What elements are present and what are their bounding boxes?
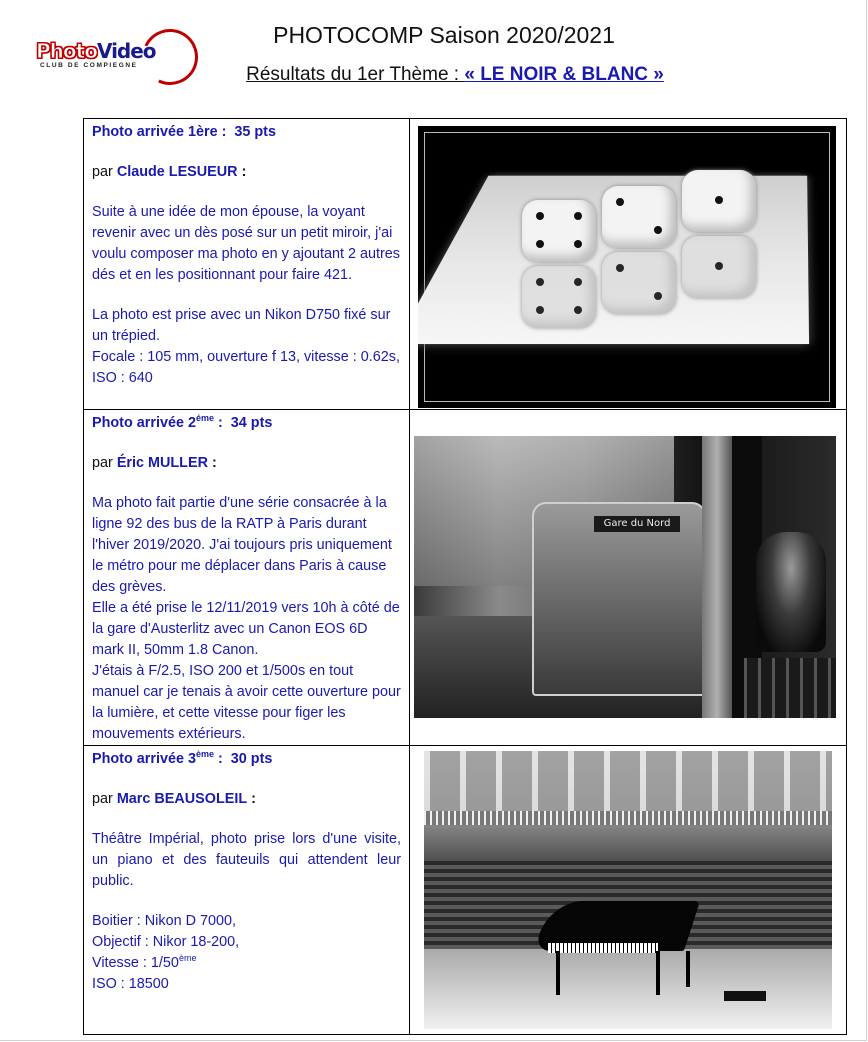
place-suffix: : — [214, 751, 223, 767]
entry-image-cell — [410, 746, 847, 1035]
balcony-rail — [424, 811, 832, 825]
points: 30 pts — [230, 751, 273, 767]
piano-leg — [556, 951, 560, 995]
bus-seats — [744, 658, 836, 718]
results-table — [83, 118, 847, 1035]
place-heading — [92, 413, 401, 434]
author-name: Éric MULLER — [116, 455, 208, 471]
piano-bench — [724, 991, 766, 1001]
points: 35 pts — [234, 124, 276, 140]
place-label: Photo arrivée 1ère : — [92, 124, 227, 140]
dice-photo — [418, 126, 836, 408]
entry-image-cell — [410, 410, 847, 746]
page-subtitle — [180, 64, 730, 86]
page-title: PHOTOCOMP Saison 2020/2021 — [273, 22, 615, 48]
spec-speed-superscript: ème — [178, 953, 197, 964]
logo-word-video: Video — [96, 39, 156, 63]
points: 34 pts — [230, 415, 273, 431]
passenger-silhouette — [756, 532, 826, 652]
table-row — [84, 746, 847, 1035]
piano-leg — [686, 951, 690, 987]
description-paragraph: J'étais à F/2.5, ISO 200 et 1/500s en tout manuel car je tenais à avoir cette ouverture pour la lumière, et cette vitesse pour figer les mouvements extérieurs. — [92, 663, 401, 742]
entry-image-cell — [410, 119, 847, 410]
die-reflection — [522, 266, 596, 328]
bus-photo — [414, 436, 836, 718]
by-label: par — [92, 455, 113, 471]
detail-line: La photo est prise avec un Nikon D750 fixé sur un trépied. — [92, 307, 391, 344]
bus-pole — [702, 436, 732, 718]
spec-line: Objectif : Nikor 18-200, — [92, 934, 240, 950]
entry-text-cell — [84, 746, 410, 1035]
spec-line: ISO : 18500 — [92, 976, 169, 992]
description-paragraph: Théâtre Impérial, photo prise lors d'une visite, un piano et des fauteuils qui attendent leur public. — [92, 831, 402, 889]
club-logo — [34, 27, 196, 83]
piano-leg — [656, 951, 660, 995]
entry-text-cell — [84, 119, 410, 410]
spec-line: Boitier : Nikon D 7000, — [92, 913, 236, 929]
spec-line — [92, 953, 401, 974]
place-heading — [92, 749, 401, 770]
place-label: Photo arrivée 3 — [92, 751, 196, 767]
logo-tagline: CLUB DE COMPIEGNE — [40, 62, 138, 69]
piano-keys — [548, 943, 658, 953]
stage-floor — [424, 949, 832, 1029]
die — [522, 200, 596, 262]
logo-wordmark — [36, 39, 156, 63]
author-line: par Éric MULLER : — [92, 455, 217, 471]
by-label: par — [92, 791, 113, 807]
author-line: par Claude LESUEUR : — [92, 164, 247, 180]
die — [682, 170, 756, 232]
theatre-photo — [424, 751, 832, 1029]
spec-speed: Vitesse : 1/50 — [92, 955, 179, 971]
theme-name: « LE NOIR & BLANC » — [464, 64, 664, 85]
place-label: Photo arrivée 2 — [92, 415, 196, 431]
place-suffix: : — [214, 415, 223, 431]
die — [602, 186, 676, 248]
author-name: Marc BEAUSOLEIL — [116, 791, 248, 807]
by-label: par — [92, 164, 113, 180]
place-superscript: éme — [195, 413, 214, 424]
author-line: par Marc BEAUSOLEIL : — [92, 791, 256, 807]
description-paragraph: Suite à une idée de mon épouse, la voyant revenir avec un dès posé sur un petit miroir, j'ai voulu composer ma photo en y ajoutant 2 autres dés et en les positionnant pour faire 421. — [92, 204, 400, 283]
die-reflection — [682, 236, 756, 298]
entry-text-cell — [84, 410, 410, 746]
table-row — [84, 119, 847, 410]
author-name: Claude LESUEUR — [116, 164, 238, 180]
logo-word-photo: Photo — [36, 39, 97, 63]
place-heading — [92, 122, 401, 143]
detail-line: Focale : 105 mm, ouverture f 13, vitesse : 0.62s, ISO : 640 — [92, 349, 400, 386]
description-paragraph: Ma photo fait partie d'une série consacrée à la ligne 92 des bus de la RATP à Paris durant l'hiver 2019/2020. J'ai toujours pris uniquement le métro pour me déplacer dans Paris à cause des grèves. — [92, 495, 392, 595]
place-superscript: ème — [195, 749, 214, 760]
table-row — [84, 410, 847, 746]
bus-destination-sign: Gare du Nord — [594, 516, 680, 532]
description-paragraph: Elle a été prise le 12/11/2019 vers 10h à côté de la gare d'Austerlitz avec un Canon EOS 6D mark II, 50mm 1.8 Canon. — [92, 600, 400, 658]
die-reflection — [602, 252, 676, 314]
subtitle-prefix: Résultats du 1er Thème : — [246, 64, 465, 85]
